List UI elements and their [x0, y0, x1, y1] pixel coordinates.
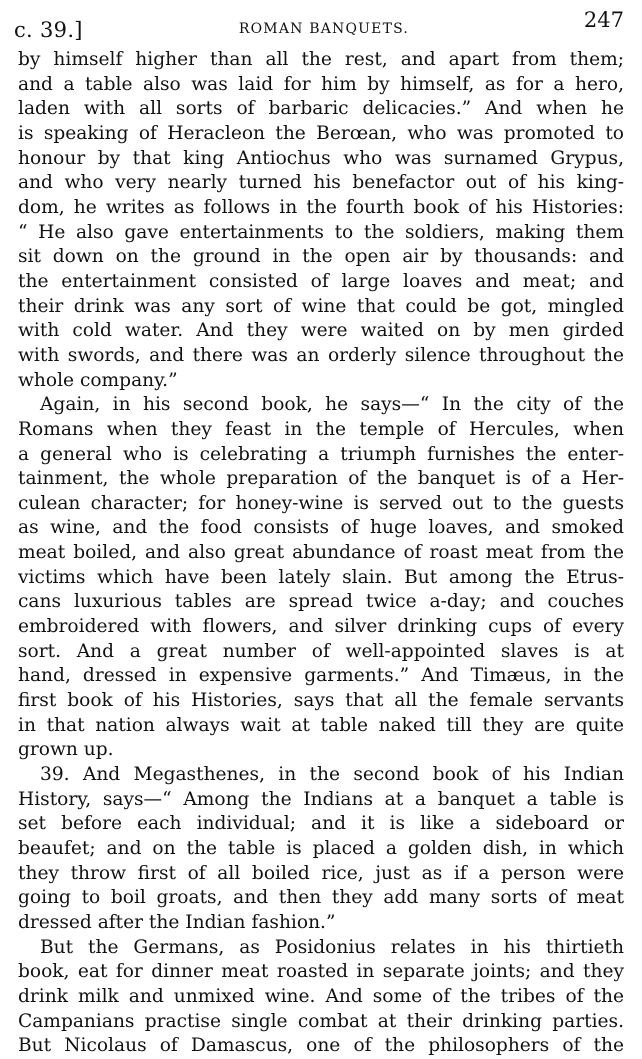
text-line: sit down on the ground in the open air by thousands: and — [18, 246, 624, 268]
chapter-reference: c. 39.] — [14, 18, 83, 42]
text-line: the entertainment consisted of large loaves and meat; and — [18, 270, 624, 292]
text-line: beaufet; and on the table is placed a golden dish, in which — [18, 838, 624, 859]
text-line: set before each individual; and it is like a sideboard or — [18, 813, 624, 835]
text-line: in that nation always wait at table naked till they are quite — [18, 714, 624, 736]
text-line: tainment, the whole preparation of the banquet is of a Her- — [18, 468, 624, 490]
text-line: But Nicolaus of Damascus, one of the philosophers of the — [18, 1035, 624, 1057]
text-line: laden with all sorts of barbaric delicacies.” And when he — [18, 98, 624, 120]
text-line: grown up. — [18, 739, 114, 761]
text-line: cans luxurious tables are spread twice a-day; and couches — [18, 591, 624, 613]
text-line: book, eat for dinner meat roasted in separate joints; and they — [18, 961, 624, 983]
text-line: But the Germans, as Posidonius relates in his thirtieth — [40, 936, 624, 958]
text-line: hand, dressed in expensive garments.” And Timæus, in the — [18, 665, 624, 687]
text-line: their drink was any sort of wine that could be got, mingled — [18, 295, 624, 317]
text-line: culean character; for honey-wine is served out to the guests — [18, 492, 624, 514]
text-line: 39. And Megasthenes, in the second book of his Indian — [40, 764, 624, 786]
text-line: “ He also gave entertainments to the soldiers, making them — [18, 221, 624, 243]
text-line: and a table also was laid for him by himself, as for a hero, — [18, 73, 624, 95]
text-line: embroidered with flowers, and silver drinking cups of every — [18, 616, 624, 638]
text-line: Again, in his second book, he says—“ In the city of the — [40, 394, 624, 416]
text-line: dom, he writes as follows in the fourth book of his Histories: — [18, 196, 624, 218]
text-line: Campanians practise single combat at their drinking parties. — [18, 1010, 624, 1032]
text-line: with swords, and there was an orderly silence throughout the — [18, 344, 624, 366]
text-line: dressed after the Indian fashion.” — [18, 911, 336, 933]
page-number: 247 — [583, 8, 624, 32]
text-line: whole company.” — [18, 369, 178, 391]
text-line: History, says—“ Among the Indians at a banquet a table is — [18, 788, 624, 810]
text-line: first book of his Histories, says that all the female servants — [18, 690, 624, 712]
running-title: ROMAN BANQUETS. — [238, 21, 410, 37]
text-line: and who very nearly turned his benefactor out of his king- — [18, 172, 624, 194]
text-line: they throw first of all boiled rice, just as if a person were — [18, 862, 624, 884]
text-line: as wine, and the food consists of huge loaves, and smoked — [18, 517, 624, 539]
text-line: is speaking of Heracleon the Berœan, who was promoted to — [18, 122, 624, 144]
text-line: Romans when they feast in the temple of Hercules, when — [18, 418, 624, 440]
text-line: victims which have been lately slain. But among the Etrus- — [18, 566, 624, 588]
body-text — [18, 48, 624, 1059]
running-head — [14, 4, 624, 40]
text-line: going to boil groats, and then they add many sorts of meat — [18, 887, 624, 909]
text-line: a general who is celebrating a triumph furnishes the enter- — [18, 443, 624, 465]
text-line: with cold water. And they were waited on by men girded — [18, 320, 624, 342]
text-line: drink milk and unmixed wine. And some of the tribes of the — [18, 985, 624, 1007]
text-line: by himself higher than all the rest, and apart from them; — [18, 49, 624, 70]
text-line: honour by that king Antiochus who was surnamed Grypus, — [18, 147, 624, 169]
text-line: meat boiled, and also great abundance of roast meat from the — [18, 542, 624, 564]
text-line: sort. And a great number of well-appointed slaves is at — [18, 640, 624, 662]
